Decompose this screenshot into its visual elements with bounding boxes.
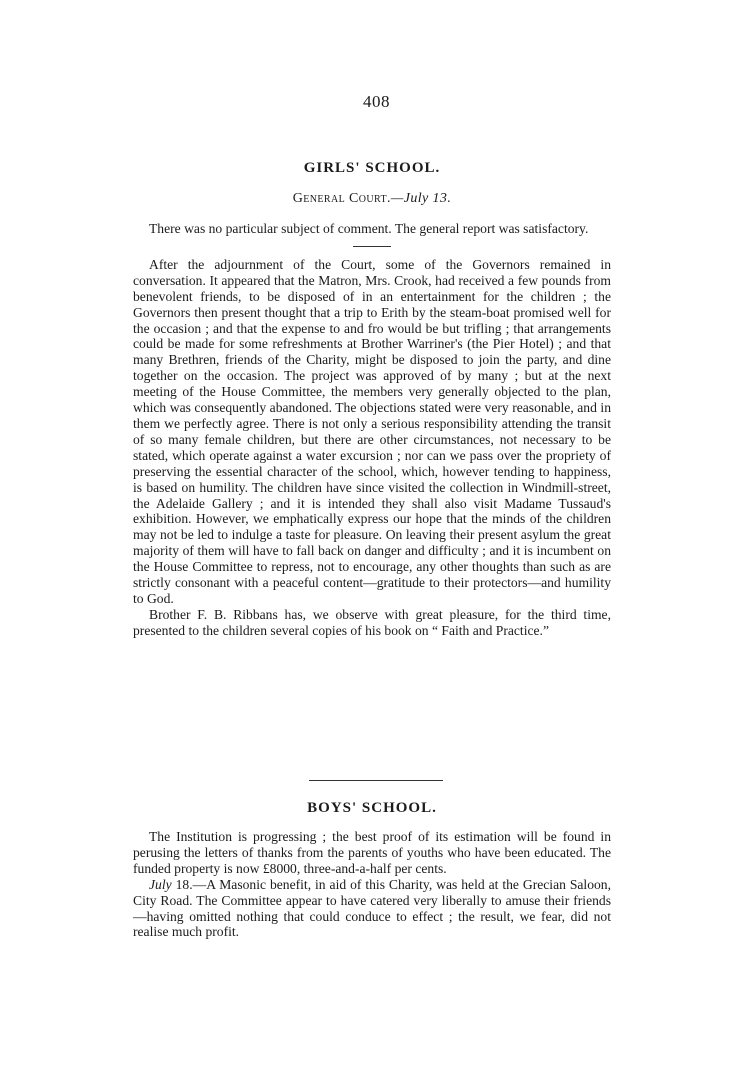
girls-school-title: GIRLS' SCHOOL. (303, 160, 441, 176)
boys-paragraph-2 (133, 877, 611, 941)
court-label: General Court. (292, 191, 391, 206)
girls-paragraph-3: Brother F. B. Ribbans has, we observe with great pleasure, for the third time, presented to the children several copies of his book on “ Faith and Practice.” (133, 606, 611, 638)
general-court-subheading (133, 191, 611, 207)
court-date: —July 13. (390, 191, 452, 206)
girls-paragraph-2: After the adjournment of the Court, some of the Governors remained in conversation. It appeared that the Matron, Mrs. Crook, had received a few pounds from benevolent friends, to be disposed of in an entertainment for the children ; the Governors then present thought that a trip to Erith by the steam-boat promised well for the occasion ; and that the expense to and fro would be but trifling ; that arrangements could be made for some refreshments at Brother Warriner's (the Pier Hotel) ; and that many Brethren, friends of the Charity, might be disposed to join the party, and dine together on the occasion. The project was approved of by many ; but at the next meeting of the House Committee, the members very generally objected to the plan, which was consequently abandoned. The objections stated were very reasonable, and in them we perfectly agree. There is not only a serious responsibility attending the transit of so many female children, but there are other circumstances, not necessary to be stated, which operate against a water excursion ; nor can we pass over the propriety of preserving the essential character of the school, which, however tending to happiness, is based on humility. The children have since visited the collection in Windmill-street, the Adelaide Gallery ; and it is intended they shall also visit Madame Tussaud's exhibition. However, we emphatically express our hope that the minds of the children may not be led to indulge a taste for pleasure. On leaving their present asylum the great majority of them will have to fall back on danger and difficulty ; and it is incumbent on the House Committee to repress, not to encourage, any other thoughts than such as are strictly consonant with a peaceful content—gratitude to their protectors—and humility to God. (133, 256, 611, 606)
girls-school-section (133, 160, 611, 639)
july-label: July (149, 876, 172, 892)
boys-school-title: BOYS' SCHOOL. (307, 800, 437, 816)
girls-paragraph-1: There was no particular subject of comment. The general report was satisfactory. (149, 221, 589, 236)
section-divider-long (309, 780, 443, 781)
boys-school-section (133, 800, 611, 940)
page-number: 408 (363, 92, 390, 111)
boys-paragraph-1: The Institution is progressing ; the best proof of its estimation will be found in perusing the letters of thanks from the parents of youths who have been educated. The funded property is now £8000, three-and-a-half per cents. (133, 829, 611, 876)
july-text: 18.—A Masonic benefit, in aid of this Charity, was held at the Grecian Saloon, City Road. The Committee appear to have catered very liberally to amuse their friends—having omitted nothing that could conduce to effect ; the result, we fear, did not realise much profit. (133, 876, 611, 940)
section-divider-short (353, 246, 391, 247)
